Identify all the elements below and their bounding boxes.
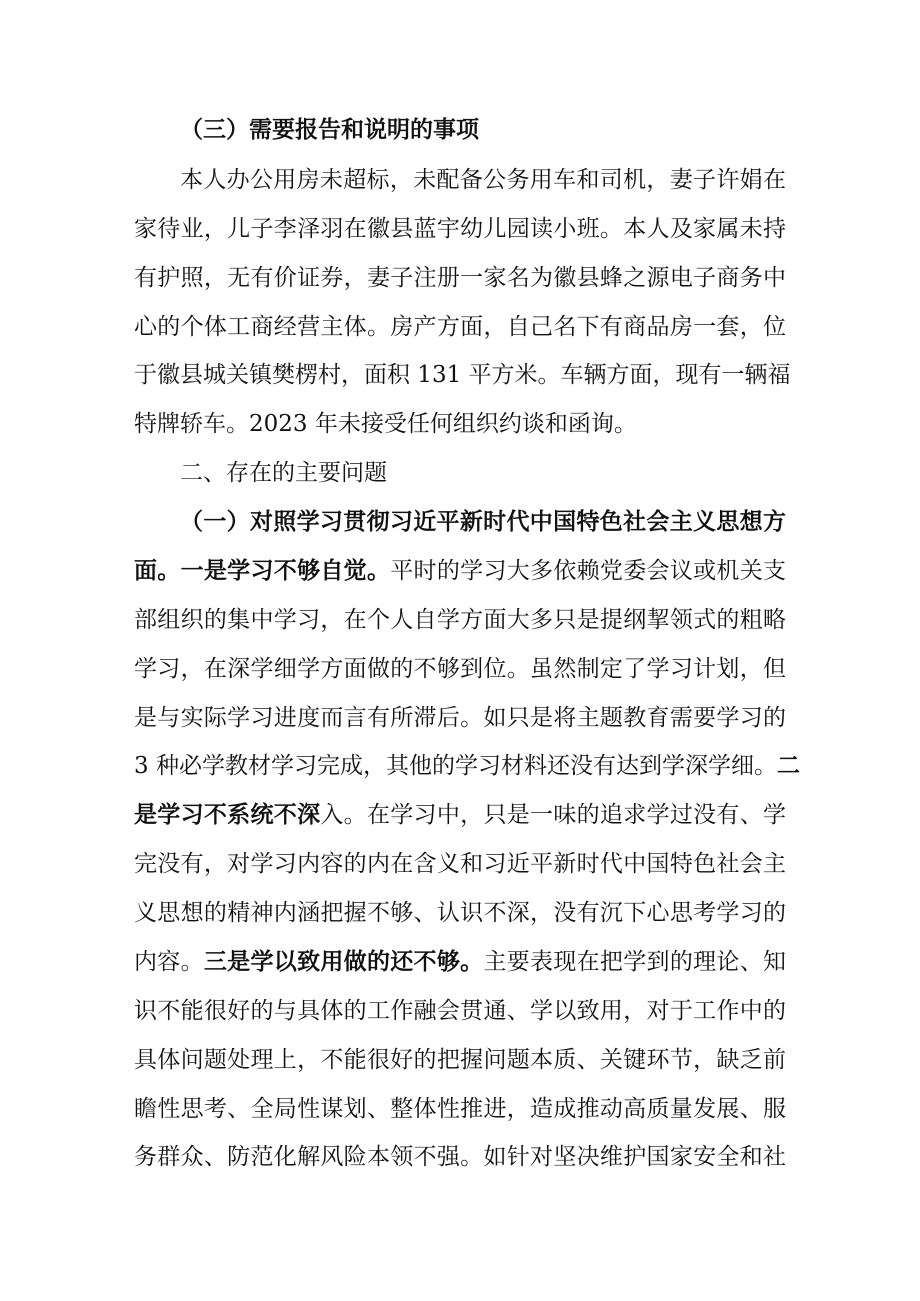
part2-line-11: 识不能很好的与具体的工作融会贯通、学以致用，对于工作中的 (134, 998, 786, 1024)
part2-line-12: 具体问题处理上，不能很好的把握问题本质、关键环节，缺乏前 (134, 1047, 786, 1073)
part2-line-3: 部组织的集中学习，在个人自学方面大多只是提纲挈领式的粗略 (134, 607, 786, 633)
point2-title-start: 二 (776, 752, 800, 779)
point2-text: 入。在学习中，只是一味的追求学过没有、学 (320, 802, 787, 828)
point3-title: 三是学以致用做的还不够。 (203, 948, 484, 975)
part2-line-2 (134, 556, 786, 586)
point1-text-end: 3 种必学教材学习完成，其他的学习材料还没有达到学深学细。 (134, 753, 777, 779)
part2-line-9: 义思想的精神内涵把握不够、认识不深，没有沉下心思考学习的 (134, 900, 786, 926)
point1-title: 面。一是学习不够自觉。 (134, 557, 391, 584)
part2-line-4: 学习，在深学细学方面做的不够到位。虽然制定了学习计划，但 (134, 656, 786, 682)
point2-title-end: 是学习不系统不深 (134, 801, 321, 828)
part2-line-10 (134, 947, 786, 977)
part2-line-8: 完没有，对学习内容的内在含义和习近平新时代中国特色社会主 (134, 851, 786, 877)
section3-heading: （三）需要报告和说明的事项 (180, 116, 479, 143)
part2-heading: 二、存在的主要问题 (180, 460, 387, 486)
part2-line-13: 瞻性思考、全局性谋划、整体性推进，造成推动高质量发展、服 (134, 1096, 786, 1122)
section3-line-6: 特牌轿车。2023 年未接受任何组织约谈和函询。 (134, 411, 637, 437)
part2-line-14: 务群众、防范化解风险本领不强。如针对坚决维护国家安全和社 (134, 1144, 786, 1170)
point1-text: 平时的学习大多依赖党委会议或机关支 (390, 558, 787, 584)
section3-line-1: 本人办公用房未超标，未配备公务用车和司机，妻子许娟在 (180, 167, 786, 193)
part2-line-7 (134, 800, 786, 830)
section3-line-4: 心的个体工商经营主体。房产方面，自己名下有商品房一套，位 (134, 314, 786, 340)
part2-subheading-line-1: （一）对照学习贯彻习近平新时代中国特色社会主义思想方 (180, 508, 786, 535)
point3-text: 主要表现在把学到的理论、知 (483, 949, 787, 975)
section3-line-5: 于徽县城关镇樊楞村，面积 131 平方米。车辆方面，现有一辆福 (134, 362, 791, 388)
section3-line-2: 家待业，儿子李泽羽在徽县蓝宇幼儿园读小班。本人及家属未持 (134, 216, 786, 242)
part2-line-5: 是与实际学习进度而言有所滞后。如只是将主题教育需要学习的 (134, 705, 786, 731)
section3-line-3: 有护照，无有价证券，妻子注册一家名为徽县蜂之源电子商务中 (134, 265, 786, 291)
point2-text-end: 内容。 (134, 949, 204, 975)
part2-line-6 (134, 751, 800, 781)
